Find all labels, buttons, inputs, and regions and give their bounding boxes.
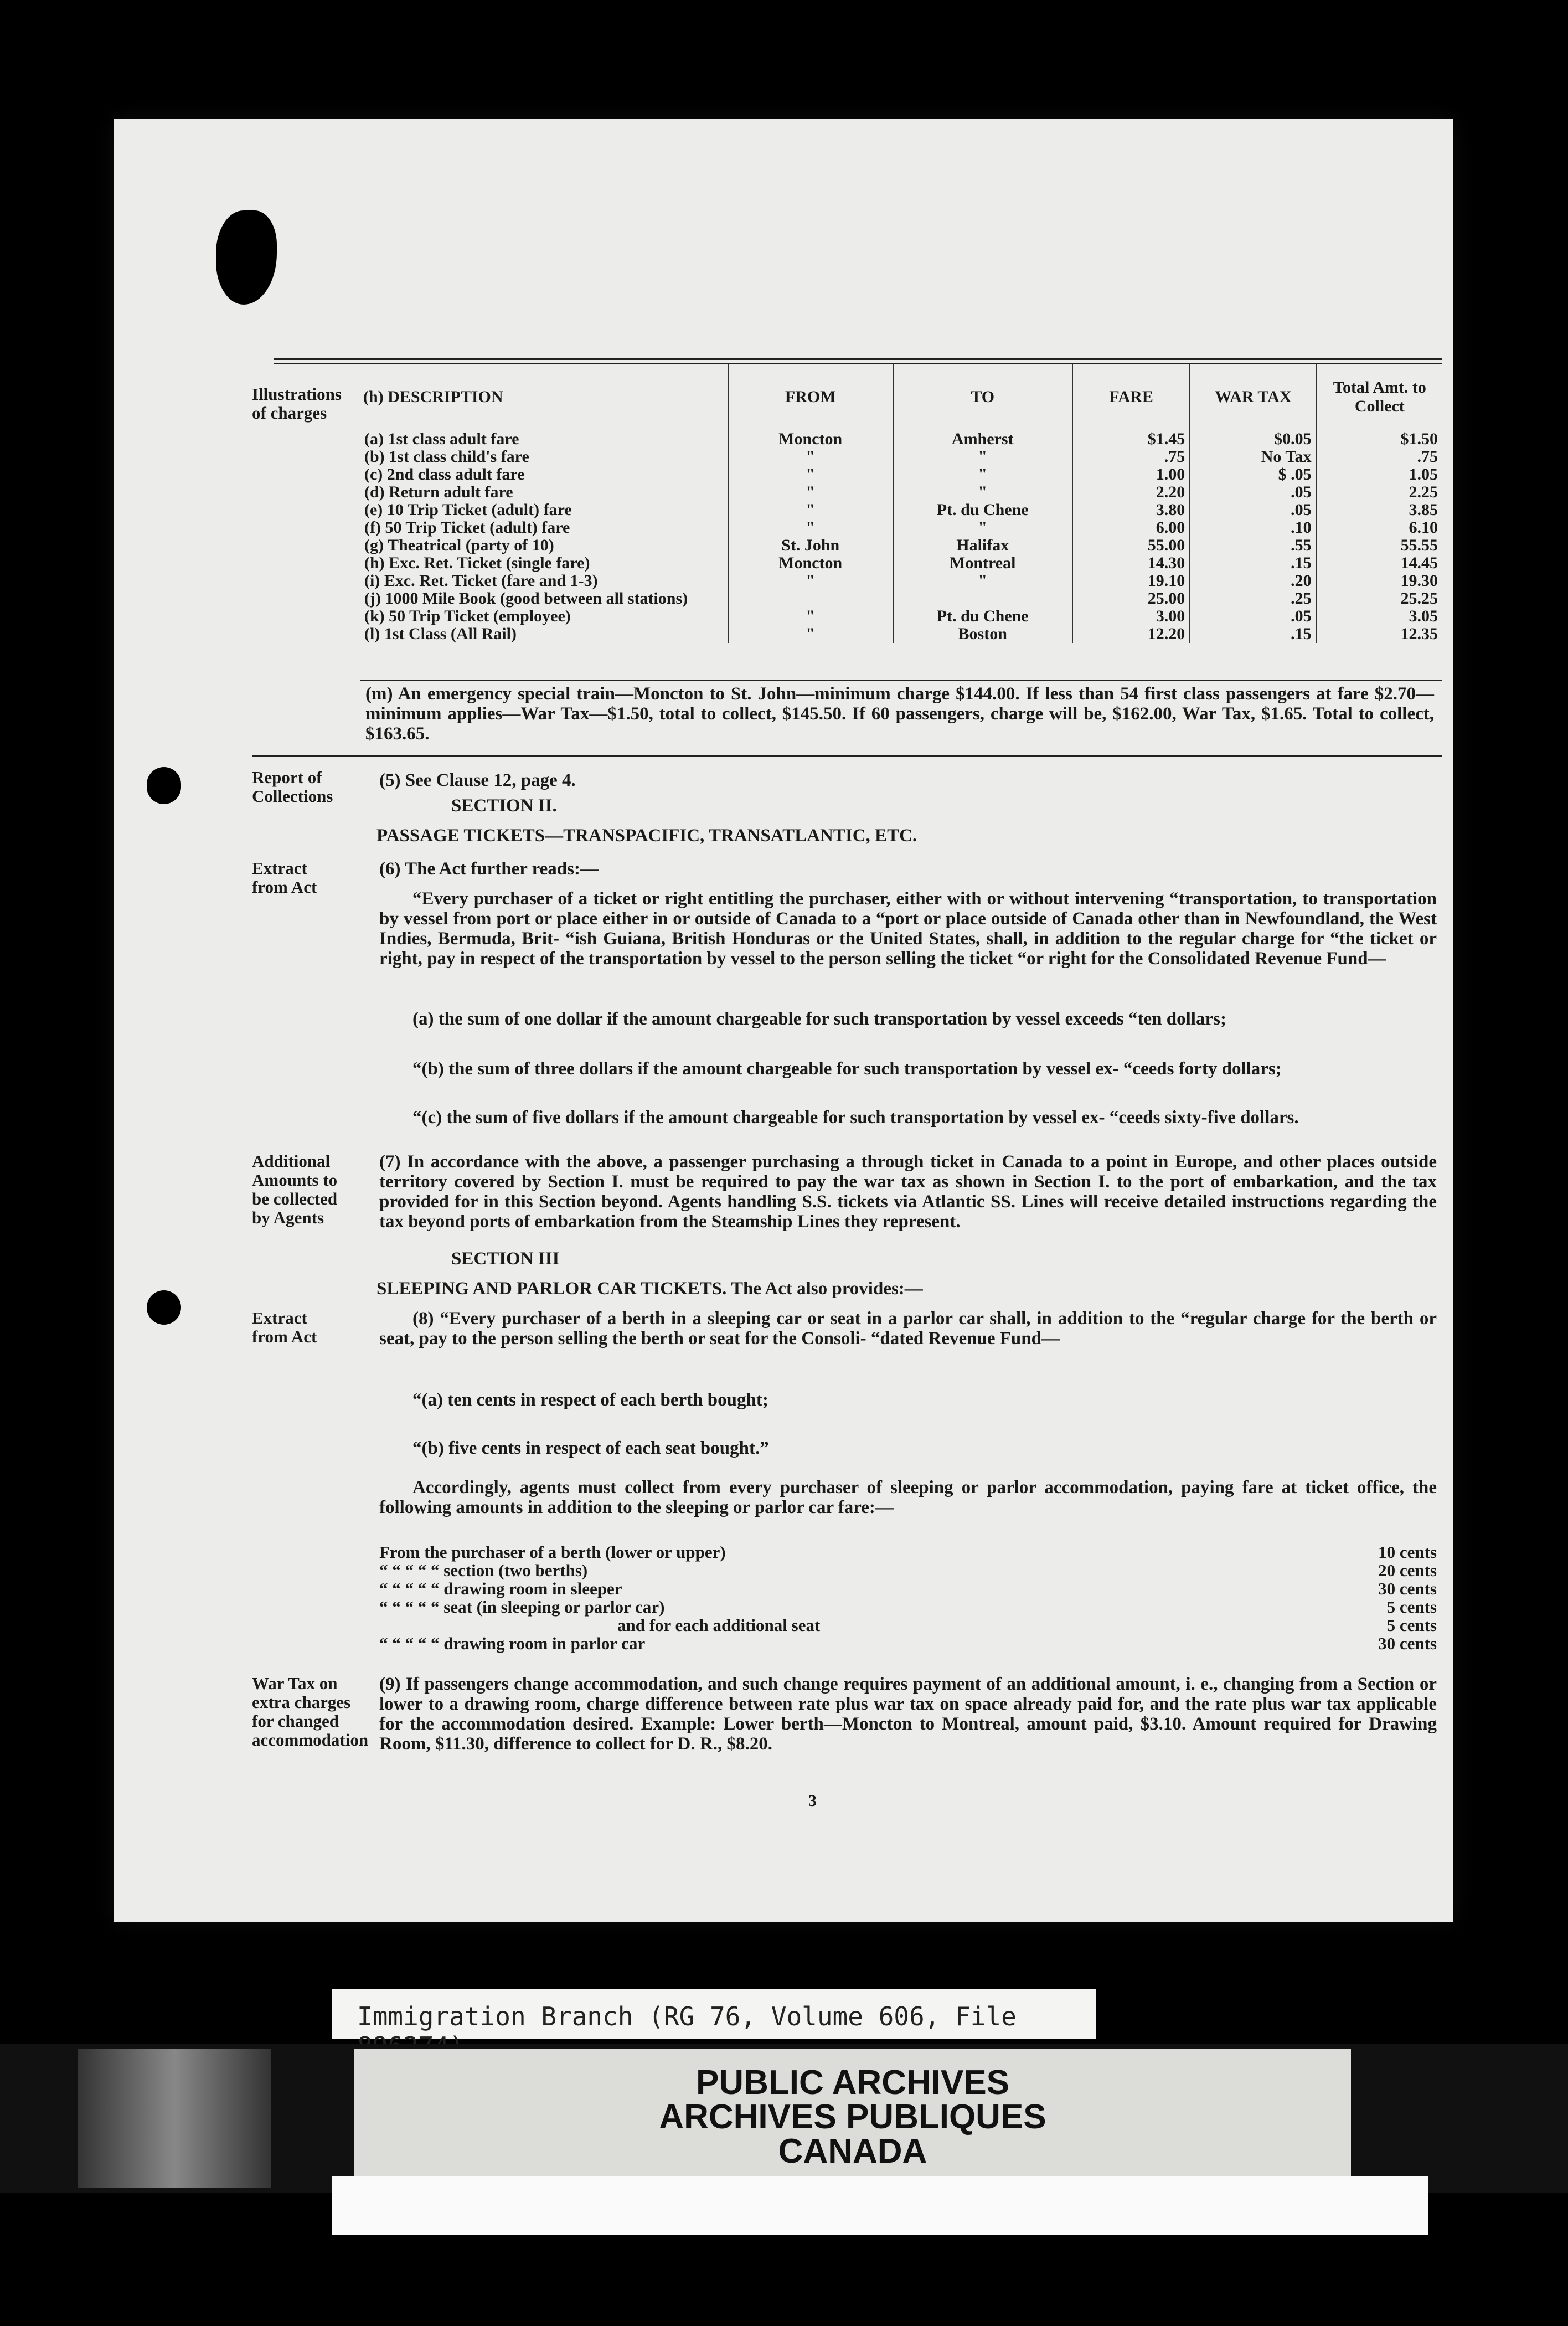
berth-charge-amount: 20 cents bbox=[1378, 1561, 1437, 1580]
table-cell: 19.10 bbox=[1072, 572, 1190, 590]
table-row bbox=[360, 483, 1442, 501]
table-row bbox=[360, 466, 1442, 483]
berth-charge-amount: 30 cents bbox=[1378, 1634, 1437, 1653]
quote-8b: “(b) five cents in respect of each seat bought.” bbox=[412, 1438, 769, 1458]
table-cell: (b) 1st class child's fare bbox=[364, 447, 529, 466]
table-cell: .05 bbox=[1190, 483, 1316, 501]
table-cell: " bbox=[728, 625, 893, 643]
table-cell: (k) 50 Trip Ticket (employee) bbox=[364, 607, 571, 625]
table-cell: " bbox=[893, 572, 1072, 590]
table-cell: St. John bbox=[728, 537, 893, 554]
col-to: TO bbox=[893, 364, 1072, 430]
berth-charge-amount: 30 cents bbox=[1378, 1579, 1437, 1598]
p6: (6) The Act further reads:— bbox=[379, 859, 599, 879]
section3-heading: SECTION III bbox=[451, 1249, 560, 1269]
table-row bbox=[360, 501, 1442, 519]
margin-report: Report of Collections bbox=[252, 768, 333, 806]
table-cell: (h) Exc. Ret. Ticket (single fare) bbox=[364, 554, 590, 572]
table-cell: " bbox=[893, 448, 1072, 466]
table-cell: .75 bbox=[1072, 448, 1190, 466]
table-row bbox=[360, 430, 1442, 448]
table-cell: 14.30 bbox=[1072, 554, 1190, 572]
berth-charge-label: and for each additional seat bbox=[617, 1615, 821, 1635]
table-bottom-rule bbox=[360, 680, 1442, 681]
note-m: (m) An emergency special train—Moncton to St. John—minimum charge $144.00. If less than 54 first class passengers at fare $2.70—minimum applies—War Tax—$1.50, total to collect, $145.50. If 60 passengers, charge will be, $162.00, War Tax, $1.65. Total to collect, $163.65. bbox=[365, 684, 1434, 744]
table-cell: .75 bbox=[1317, 448, 1442, 466]
table-row bbox=[360, 608, 1442, 625]
table-cell: .55 bbox=[1190, 537, 1316, 554]
table-cell: 1.00 bbox=[1072, 466, 1190, 483]
table-cell: (i) Exc. Ret. Ticket (fare and 1-3) bbox=[364, 572, 598, 590]
quote-6c: “(c) the sum of five dollars if the amount chargeable for such transportation by vessel ex- “ceeds sixty-five dollars. bbox=[412, 1108, 1299, 1128]
table-cell: " bbox=[893, 483, 1072, 501]
table-cell: 14.45 bbox=[1317, 554, 1442, 572]
section2-heading: SECTION II. bbox=[451, 796, 557, 816]
table-cell: Pt. du Chene bbox=[893, 501, 1072, 519]
table-cell: $0.05 bbox=[1190, 430, 1316, 448]
table-cell: (e) 10 Trip Ticket (adult) fare bbox=[364, 501, 572, 519]
table-cell: .20 bbox=[1190, 572, 1316, 590]
quote-6b: “(b) the sum of three dollars if the amount chargeable for such transportation by vessel ex- “ceeds forty dollars; bbox=[412, 1059, 1282, 1079]
section-rule bbox=[252, 755, 1442, 757]
margin-additional: Additional Amounts to be collected by Agents bbox=[252, 1151, 338, 1227]
table-cell: .15 bbox=[1190, 554, 1316, 572]
table-cell: " bbox=[728, 519, 893, 537]
table-cell: .25 bbox=[1190, 590, 1316, 608]
section3-subheading: SLEEPING AND PARLOR CAR TICKETS. The Act also provides:— bbox=[376, 1279, 923, 1299]
table-cell: .15 bbox=[1190, 625, 1316, 643]
berth-charge-amount: 5 cents bbox=[1386, 1615, 1437, 1635]
table-cell: 12.20 bbox=[1072, 625, 1190, 643]
table-cell: Moncton bbox=[728, 430, 893, 448]
table-cell: 3.00 bbox=[1072, 608, 1190, 625]
berth-charge-amount: 10 cents bbox=[1378, 1542, 1437, 1562]
table-cell: (g) Theatrical (party of 10) bbox=[364, 536, 554, 554]
berth-charge-label: From the purchaser of a berth (lower or upper) bbox=[379, 1542, 726, 1562]
berth-charge-label: “ “ “ “ “ seat (in sleeping or parlor car) bbox=[379, 1597, 665, 1617]
margin-illustrations: Illustrations of charges bbox=[252, 384, 342, 423]
top-rule bbox=[274, 358, 1442, 360]
table-cell: (c) 2nd class adult fare bbox=[364, 465, 525, 483]
bottom-strip bbox=[332, 2176, 1428, 2235]
berth-charge-label: “ “ “ “ “ drawing room in sleeper bbox=[379, 1579, 622, 1598]
col-description: (h) DESCRIPTION bbox=[363, 388, 503, 406]
table-cell: " bbox=[893, 519, 1072, 537]
col-total: Total Amt. to Collect bbox=[1317, 364, 1442, 430]
punch-hole bbox=[147, 767, 181, 801]
archive-line-3: CANADA bbox=[778, 2132, 927, 2170]
table-cell: (f) 50 Trip Ticket (adult) fare bbox=[364, 518, 570, 537]
table-cell: 6.10 bbox=[1317, 519, 1442, 537]
archive-stamp bbox=[354, 2049, 1351, 2188]
file-label-strip bbox=[332, 1989, 1096, 2039]
berth-charge-label: “ “ “ “ “ drawing room in parlor car bbox=[379, 1634, 646, 1653]
file-label: Immigration Branch (RG 76, Volume 606, File bbox=[357, 2001, 1017, 2031]
p7: (7) In accordance with the above, a passenger purchasing a through ticket in Canada to a point in Europe, and other places outside territory covered by Section I. must be required to pay the war tax as shown in Section I. to the port of embarkation, and the tax provided for in this Section beyond. Agents handling S.S. tickets via Atlantic SS. Lines will receive detailed instructions regarding the tax beyond ports of embarkation from the Steamship Lines they represent. bbox=[379, 1152, 1437, 1232]
col-from: FROM bbox=[728, 364, 893, 430]
table-cell: .05 bbox=[1190, 608, 1316, 625]
punch-hole bbox=[147, 1290, 181, 1325]
table-cell bbox=[893, 590, 1072, 608]
table-cell: 6.00 bbox=[1072, 519, 1190, 537]
table-cell: $ .05 bbox=[1190, 466, 1316, 483]
table-cell: Montreal bbox=[893, 554, 1072, 572]
table-cell: (j) 1000 Mile Book (good between all stations) bbox=[364, 589, 688, 608]
quote-8a: “(a) ten cents in respect of each berth bought; bbox=[412, 1390, 768, 1410]
margin-war-tax: War Tax on extra charges for changed accommodation bbox=[252, 1674, 369, 1749]
table-cell: " bbox=[728, 501, 893, 519]
p9: (9) If passengers change accommodation, and such change requires payment of an additional amount, i. e., changing from a Section or lower to a drawing room, charge difference between rate plus war tax on space already paid for, and the rate plus war tax applicable for the accommodation desired. Example: Lower berth—Moncton to Montreal, amount paid, $3.10. Amount required for Drawing Room, $11.30, difference to collect for D. R., $8.20. bbox=[379, 1674, 1437, 1754]
table-cell: " bbox=[728, 466, 893, 483]
table-cell: 2.20 bbox=[1072, 483, 1190, 501]
margin-extract-2: Extract from Act bbox=[252, 1308, 317, 1346]
table-row bbox=[360, 590, 1442, 608]
quote-6: “Every purchaser of a ticket or right entitling the purchaser, either with or without intervening “transportation, to transportation by vessel from port or place either in or outside of Canada to a “port or place outside of Canada other than in Newfoundland, the West Indies, Bermuda, Brit- “ish Guiana, British Honduras or the United States, shall, in addition to the regular charge for “the ticket or right, pay in respect of the transportation by vessel to the person selling the ticket “or right for the Consolidated Revenue Fund— bbox=[379, 889, 1437, 969]
page-number: 3 bbox=[808, 1792, 817, 1810]
table-cell: .10 bbox=[1190, 519, 1316, 537]
table-cell: Halifax bbox=[893, 537, 1072, 554]
table-cell: " bbox=[728, 572, 893, 590]
p8: (8) “Every purchaser of a berth in a sleeping car or seat in a parlor car shall, in addition to the “regular charge for the berth or seat, pay to the person selling the berth or seat for the Consoli- “dated Revenue Fund— bbox=[379, 1309, 1437, 1349]
table-cell: $1.50 bbox=[1317, 430, 1442, 448]
table-row bbox=[360, 625, 1442, 643]
archive-line-2: ARCHIVES PUBLIQUES bbox=[659, 2098, 1046, 2136]
table-cell: $1.45 bbox=[1072, 430, 1190, 448]
table-cell: Boston bbox=[893, 625, 1072, 643]
table-cell: " bbox=[728, 483, 893, 501]
margin-extract-1: Extract from Act bbox=[252, 858, 317, 897]
table-row bbox=[360, 519, 1442, 537]
table-cell: .05 bbox=[1190, 501, 1316, 519]
document-page bbox=[114, 119, 1453, 1922]
fares-table bbox=[360, 364, 1442, 643]
table-cell: 2.25 bbox=[1317, 483, 1442, 501]
table-cell: Pt. du Chene bbox=[893, 608, 1072, 625]
col-war-tax: WAR TAX bbox=[1190, 364, 1316, 430]
report-text: (5) See Clause 12, page 4. bbox=[379, 770, 576, 790]
table-cell: " bbox=[728, 608, 893, 625]
berth-charge-amount: 5 cents bbox=[1386, 1597, 1437, 1617]
table-cell bbox=[728, 590, 893, 608]
accordingly: Accordingly, agents must collect from every purchaser of sleeping or parlor accommodation, paying fare at ticket office, the following amounts in addition to the sleeping or parlor car fare:— bbox=[379, 1478, 1437, 1517]
table-cell: (d) Return adult fare bbox=[364, 483, 513, 501]
table-cell: 19.30 bbox=[1317, 572, 1442, 590]
table-row bbox=[360, 537, 1442, 554]
film-edge bbox=[78, 2049, 271, 2188]
table-cell: " bbox=[728, 448, 893, 466]
table-cell: Amherst bbox=[893, 430, 1072, 448]
archive-line-1: PUBLIC ARCHIVES bbox=[695, 2063, 1010, 2102]
quote-6a: (a) the sum of one dollar if the amount chargeable for such transportation by vessel exceeds “ten dollars; bbox=[412, 1009, 1226, 1029]
table-cell: 55.55 bbox=[1317, 537, 1442, 554]
table-cell: (l) 1st Class (All Rail) bbox=[364, 625, 517, 643]
table-cell: 1.05 bbox=[1317, 466, 1442, 483]
table-row bbox=[360, 554, 1442, 572]
table-cell: 25.00 bbox=[1072, 590, 1190, 608]
col-fare: FARE bbox=[1072, 364, 1190, 430]
table-cell: 12.35 bbox=[1317, 625, 1442, 643]
table-cell: 3.80 bbox=[1072, 501, 1190, 519]
table-cell: (a) 1st class adult fare bbox=[364, 430, 519, 448]
table-cell: Moncton bbox=[728, 554, 893, 572]
table-cell: " bbox=[893, 466, 1072, 483]
table-cell: 3.85 bbox=[1317, 501, 1442, 519]
table-cell: 55.00 bbox=[1072, 537, 1190, 554]
berth-charge-label: “ “ “ “ “ section (two berths) bbox=[379, 1561, 588, 1580]
table-row bbox=[360, 448, 1442, 466]
table-row bbox=[360, 572, 1442, 590]
table-cell: No Tax bbox=[1190, 448, 1316, 466]
section2-subheading: PASSAGE TICKETS—TRANSPACIFIC, TRANSATLANTIC, ETC. bbox=[376, 826, 917, 846]
table-cell: 3.05 bbox=[1317, 608, 1442, 625]
table-cell: 25.25 bbox=[1317, 590, 1442, 608]
